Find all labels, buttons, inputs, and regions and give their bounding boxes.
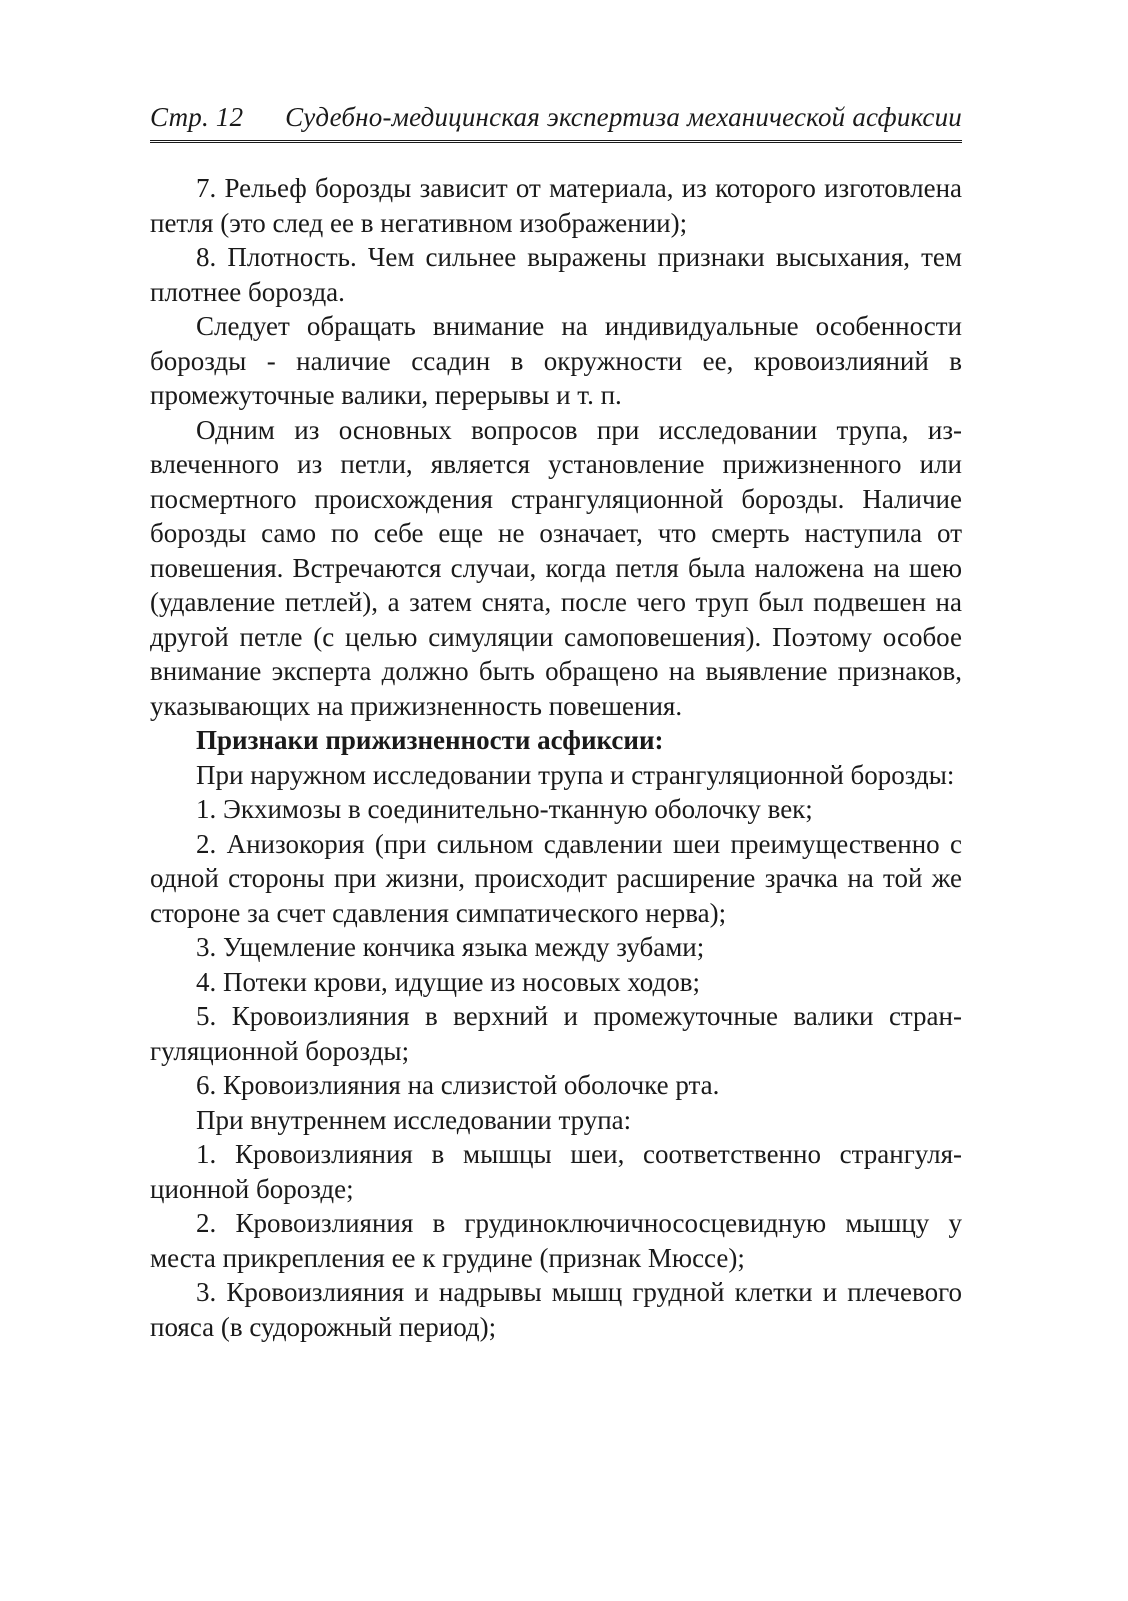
document-page — [150, 100, 962, 1344]
body-text — [150, 171, 962, 1344]
list-item-external-3: 3. Ущемление кончика языка между зубами; — [196, 932, 705, 962]
paragraph-item-7-relief: 7. Рельеф борозды зависит от материала, из которого изготовлена петля (это след ее в негативном изображении); — [150, 173, 962, 238]
list-item-external-5: 5. Кровоизлияния в верхний и промежуточные валики странгуляционной борозды; — [150, 1001, 962, 1066]
list-item-external-4: 4. Потеки крови, идущие из носовых ходов; — [196, 966, 701, 997]
paragraph-individual-features: Следует обращать внимание на индивидуальные особенности борозды - наличие ссадин в окружности ее, кровоизлияний в промежуточные валики, перерывы и т. п. — [150, 311, 962, 410]
list-item-internal-3: 3. Кровоизлияния и надрывы мышц грудной клетки и плечевого пояса (в судорожный период); — [150, 1277, 962, 1342]
section-heading: Признаки прижизненности асфиксии: — [196, 725, 664, 755]
paragraph-main-question: Одним из основных вопросов при исследовании трупа, извлеченного из петли, является установление прижизненного или посмертного происхождения странгуляционной борозды. Наличие борозды само по себе еще не означает, что смерть наступила от повешения. Встречаются случаи, когда петля была наложена на шею (удавление петлей), а затем снята, после чего труп был подвешен на другой петле (с целью симуляции самоповешения). Поэтому особое внимание эксперта должно быть обращено на выявление признаков, указывающих на прижизненность повешения. — [150, 414, 962, 721]
paragraph-external-exam: При наружном исследовании трупа и странгуляционной борозды: — [196, 759, 955, 790]
paragraph-item-8-density: 8. Плотность. Чем сильнее выражены признаки высыхания, тем плотнее борозда. — [150, 242, 962, 307]
page-number: Стр. 12 — [150, 102, 244, 132]
list-item-external-2: 2. Анизокория (при сильном сдавлении шеи преимущественно с одной стороны при жизни, происходит расширение зрачка на той же стороне за счет сдавления симпатического нерва); — [150, 828, 962, 928]
running-header — [150, 100, 962, 143]
paragraph-internal-exam: При внутреннем исследовании трупа: — [196, 1104, 632, 1135]
list-item-internal-2: 2. Кровоизлияния в грудиноключичнососцевидную мышцу у места прикрепления ее к грудине (признак Мюссе); — [150, 1208, 962, 1273]
list-item-external-1: 1. Экхимозы в соединительно-тканную оболочку век; — [196, 794, 813, 824]
list-item-external-6: 6. Кровоизлияния на слизистой оболочке рта. — [196, 1070, 720, 1100]
list-item-internal-1: 1. Кровоизлияния в мышцы шеи, соответственно странгуляционной борозде; — [150, 1139, 962, 1204]
running-title: Судебно-медицинская экспертиза механической асфиксии — [285, 102, 962, 132]
